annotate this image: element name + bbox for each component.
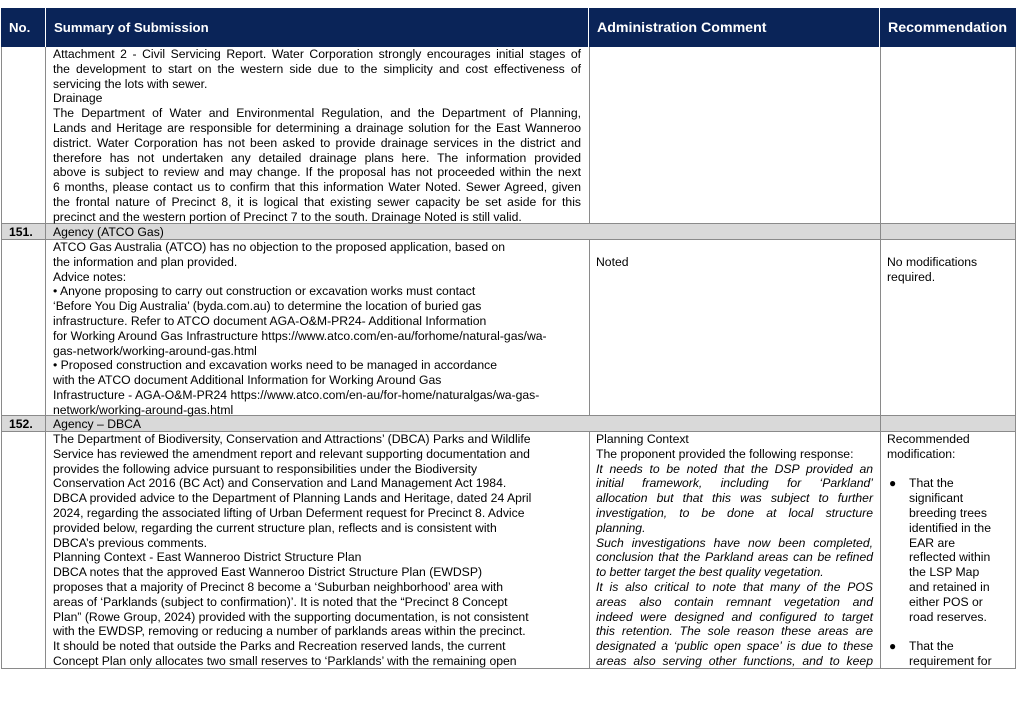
summary-line: the frontal nature of Precinct 8, it is logical that existing sewer capacity be set aside for this [53, 194, 581, 209]
admin-heading: Planning Context [596, 432, 689, 446]
summary-line: precinct and the western portion of Precinct 7 to the south. Drainage Noted is still valid. [53, 209, 522, 224]
summary-line: the development to start on the western side due to the simplicity and cost effectiveness of [53, 61, 581, 76]
header-recommendation: Recommendation [880, 8, 1016, 47]
summary-line: DBCA notes that the approved East Wanneroo District Structure Plan (EWDSP) [53, 565, 483, 580]
grid-line [1015, 47, 1016, 669]
agency-label: Agency (ATCO Gas) [53, 225, 164, 239]
admin-quote-line: areas also contain remnant vegetation and [596, 594, 873, 609]
summary-line: infrastructure. Refer to ATCO document AGA-O&M-PR24- Additional Information [53, 313, 487, 328]
summary-line: Infrastructure - AGA-O&M-PR24 https://www.atco.com/en-au/for-home/naturalgas/wa-gas- [53, 387, 540, 402]
summary-line: proposes that a majority of Precinct 8 become a ‘Suburban neighborhood’ area with [53, 579, 504, 594]
admin-quote-line: this retention. The sole reason these areas are [596, 624, 873, 639]
agency-label: Agency – DBCA [53, 417, 142, 431]
recommendation [887, 255, 1011, 285]
header-admin-comment: Administration Comment [589, 8, 880, 47]
admin-intro: The proponent provided the following response: [596, 446, 854, 461]
admin-quote-line: areas also serving other functions, and to keep [596, 653, 873, 668]
summary-line: above is subject to review and may change. If the proposal has not proceeded within the next [53, 165, 581, 180]
bullet-line: significant [909, 491, 964, 506]
recommendation-bullet [889, 476, 1013, 624]
bullet-line: and retained in [909, 579, 990, 594]
summary-line: Advice notes: [53, 269, 127, 284]
summary-line: network/working-around-gas.html [53, 402, 234, 417]
summary-heading: Planning Context - East Wanneroo District Structure Plan [53, 550, 362, 565]
summary-line: Conservation Act 2016 (BC Act) and Conservation and Land Management Act 1984. [53, 476, 507, 491]
summary-line: Concept Plan only allocates two small reserves to ‘Parklands’ with the remaining open [53, 653, 517, 668]
recommendation-bullet [889, 639, 1013, 669]
row-number: 151. [9, 225, 33, 239]
grid-line [1, 47, 2, 669]
summary-line: ATCO Gas Australia (ATCO) has no objection to the proposed application, based on [53, 240, 506, 254]
admin-quote-line: designated a ‘public open space’ is due to these [596, 639, 873, 654]
admin-quote-line: indeed were designed and configured to target [596, 609, 873, 624]
continued-summary [53, 47, 581, 225]
admin-quote-line: It needs to be noted that the DSP provided an [596, 461, 873, 476]
recommendation-heading: Recommended [887, 432, 970, 446]
summary-line: district. Water Corporation has not been asked to provide drainage services in the district and [53, 135, 581, 150]
admin-comment: Noted [596, 255, 629, 269]
admin-quote-line: conclusion that the Parkland areas can be refined [596, 550, 873, 565]
spacer [887, 462, 1013, 477]
bullet-line: either POS or [909, 594, 983, 609]
grid-line [589, 47, 590, 223]
summary-line: Plan” (Rowe Group, 2024) provided with the supporting documentation, is not consistent [53, 609, 529, 624]
summary-line: provided below, regarding the current structure plan, reflects and is consistent with [53, 520, 497, 535]
summary-heading: Drainage [53, 91, 103, 106]
recommendation-list [887, 476, 1013, 668]
summary-line: with the EWDSP, removing or reducing a number of parklands areas within the precinct. [53, 624, 526, 639]
admin-quote-line: Such investigations have now been completed, [596, 535, 873, 550]
summary-line: Lands and Heritage are responsible for determining a drainage solution for the East Wanneroo [53, 120, 581, 135]
bullet-icon: ● [889, 639, 897, 654]
summary-line: It should be noted that outside the Parks and Recreation reserved lands, the current [53, 639, 506, 654]
row152-summary [53, 432, 581, 669]
header-no: No. [1, 8, 46, 47]
summary-line: 6 months, please contact us to confirm that this information Water Noted. Sewer Agreed, given [53, 180, 581, 195]
summary-line: gas-network/working-around-gas.html [53, 343, 257, 358]
row152-agency-band [1, 416, 1016, 431]
recommendation-line: required. [887, 269, 936, 284]
admin-quote-line: to better target the best quality vegetation. [596, 565, 824, 580]
admin-quote-line: planning. [596, 520, 646, 535]
bullet-icon: ● [889, 476, 897, 491]
bullet-line: requirement for [909, 653, 992, 668]
admin-quote-line: allocation but that this was subject to further [596, 491, 873, 506]
recommendation-heading: modification: [887, 446, 956, 461]
bullet-line: reflected within [909, 550, 991, 565]
summary-line: • Proposed construction and excavation works need to be managed in accordance [53, 358, 497, 373]
admin-quote-line: It is also critical to note that many of the POS [596, 579, 873, 594]
summary-line: servicing the lots with sewer. [53, 76, 208, 91]
summary-line: Attachment 2 - Civil Servicing Report. Water Corporation strongly encourages initial stages of [53, 47, 581, 61]
bullet-line: road reserves. [909, 609, 987, 624]
grid-line [589, 431, 590, 669]
row-number: 152. [9, 417, 33, 431]
summary-line: the information and plan provided. [53, 254, 238, 269]
grid-line [589, 239, 590, 415]
bullet-line: That the [909, 639, 954, 654]
bullet-line: EAR are [909, 535, 956, 550]
bullet-line: That the [909, 476, 954, 491]
header-summary: Summary of Submission [46, 8, 589, 47]
admin-quote-line: initial framework, including for ‘Parkland’ [596, 476, 873, 491]
bullet-line: identified in the [909, 520, 991, 535]
admin-quote-line: investigation, to be done at local structure [596, 505, 873, 520]
summary-line: with the ATCO document Additional Information for Working Around Gas [53, 373, 442, 388]
summary-line: DBCA’s previous comments. [53, 535, 207, 550]
summary-line: DBCA provided advice to the Department of Planning Lands and Heritage, dated 24 April [53, 491, 532, 506]
admin-comment [596, 432, 873, 669]
recommendation [887, 432, 1013, 684]
summary-line: for Working Around Gas Infrastructure https://www.atco.com/en-au/forhome/natural-gas/wa- [53, 328, 547, 343]
summary-line: Service has reviewed the amendment report and relevant supporting documentation and [53, 446, 530, 461]
summary-line: The Department of Water and Environmental Regulation, and the Department of Planning, [53, 106, 581, 121]
row151-summary [53, 240, 581, 418]
summary-line: ‘Before You Dig Australia’ (byda.com.au) to determine the location of buried gas [53, 299, 482, 314]
grid-line [880, 47, 881, 669]
bullet-line: breeding trees [909, 505, 987, 520]
bullet-line: the LSP Map [909, 565, 980, 580]
summary-line: The Department of Biodiversity, Conservation and Attractions’ (DBCA) Parks and Wildlife [53, 432, 531, 446]
summary-line: 2024, regarding the associated lifting of Urban Deferment request for Precinct 8. Advice [53, 505, 525, 520]
summary-line: therefore has not undertaken any detailed drainage plans here. The information provided [53, 150, 581, 165]
summary-line: • Anyone proposing to carry out construction or excavation works must contact [53, 284, 476, 299]
summary-line: areas of ‘Parklands (subject to confirmation)’. It is noted that the “Precinct 8 Concept [53, 594, 508, 609]
summary-line: provides the following advice pursuant to responsibilities under the Biodiversity [53, 461, 478, 476]
grid-line [45, 47, 46, 669]
recommendation-line: No modifications [887, 255, 978, 269]
